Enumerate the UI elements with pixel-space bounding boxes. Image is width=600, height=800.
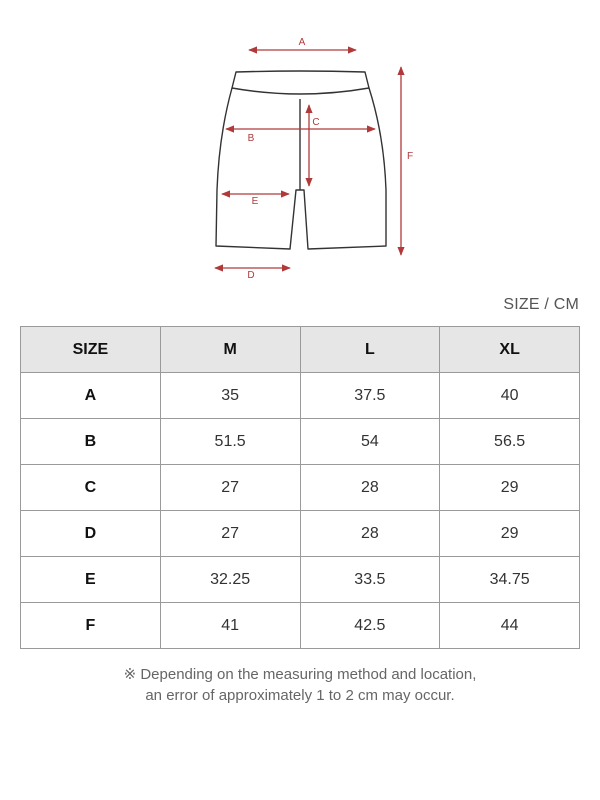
table-cell: 41 — [160, 603, 300, 649]
table-cell: 40 — [440, 373, 580, 419]
shorts-body — [216, 88, 386, 249]
table-cell: 29 — [440, 465, 580, 511]
row-label: D — [21, 511, 161, 557]
table-cell: 42.5 — [300, 603, 440, 649]
header-xl: XL — [440, 327, 580, 373]
row-label: C — [21, 465, 161, 511]
table-row — [21, 557, 580, 603]
waistband — [232, 71, 369, 94]
table-cell: 56.5 — [440, 419, 580, 465]
measure-lines — [215, 50, 401, 268]
table-row — [21, 419, 580, 465]
table-header-row — [21, 327, 580, 373]
table-cell: 29 — [440, 511, 580, 557]
header-size: SIZE — [21, 327, 161, 373]
table-cell: 35 — [160, 373, 300, 419]
label-a: A — [298, 37, 306, 48]
table-cell: 51.5 — [160, 419, 300, 465]
label-b: B — [247, 133, 255, 144]
label-f: F — [406, 151, 414, 162]
unit-label: SIZE / CM — [503, 296, 579, 313]
shorts-measurement-diagram — [0, 0, 600, 290]
table-cell: 27 — [160, 465, 300, 511]
row-label: A — [21, 373, 161, 419]
label-d: D — [247, 270, 255, 281]
label-c: C — [312, 117, 320, 128]
row-label: E — [21, 557, 161, 603]
shorts-outline — [216, 71, 386, 249]
row-label: F — [21, 603, 161, 649]
table-cell: 34.75 — [440, 557, 580, 603]
table-cell: 37.5 — [300, 373, 440, 419]
table-cell: 33.5 — [300, 557, 440, 603]
header-m: M — [160, 327, 300, 373]
note-line-2: an error of approximately 1 to 2 cm may occur. — [145, 687, 455, 704]
row-label: B — [21, 419, 161, 465]
note-line-1: ※ Depending on the measuring method and location, — [123, 666, 477, 683]
size-chart-table — [20, 326, 580, 649]
table-cell: 28 — [300, 511, 440, 557]
table-cell: 27 — [160, 511, 300, 557]
measurement-note — [0, 664, 600, 706]
table-cell: 32.25 — [160, 557, 300, 603]
label-e: E — [251, 196, 259, 207]
table-cell: 44 — [440, 603, 580, 649]
header-l: L — [300, 327, 440, 373]
table-cell: 54 — [300, 419, 440, 465]
table-cell: 28 — [300, 465, 440, 511]
table-row — [21, 511, 580, 557]
table-row — [21, 465, 580, 511]
table-row — [21, 603, 580, 649]
table-row — [21, 373, 580, 419]
